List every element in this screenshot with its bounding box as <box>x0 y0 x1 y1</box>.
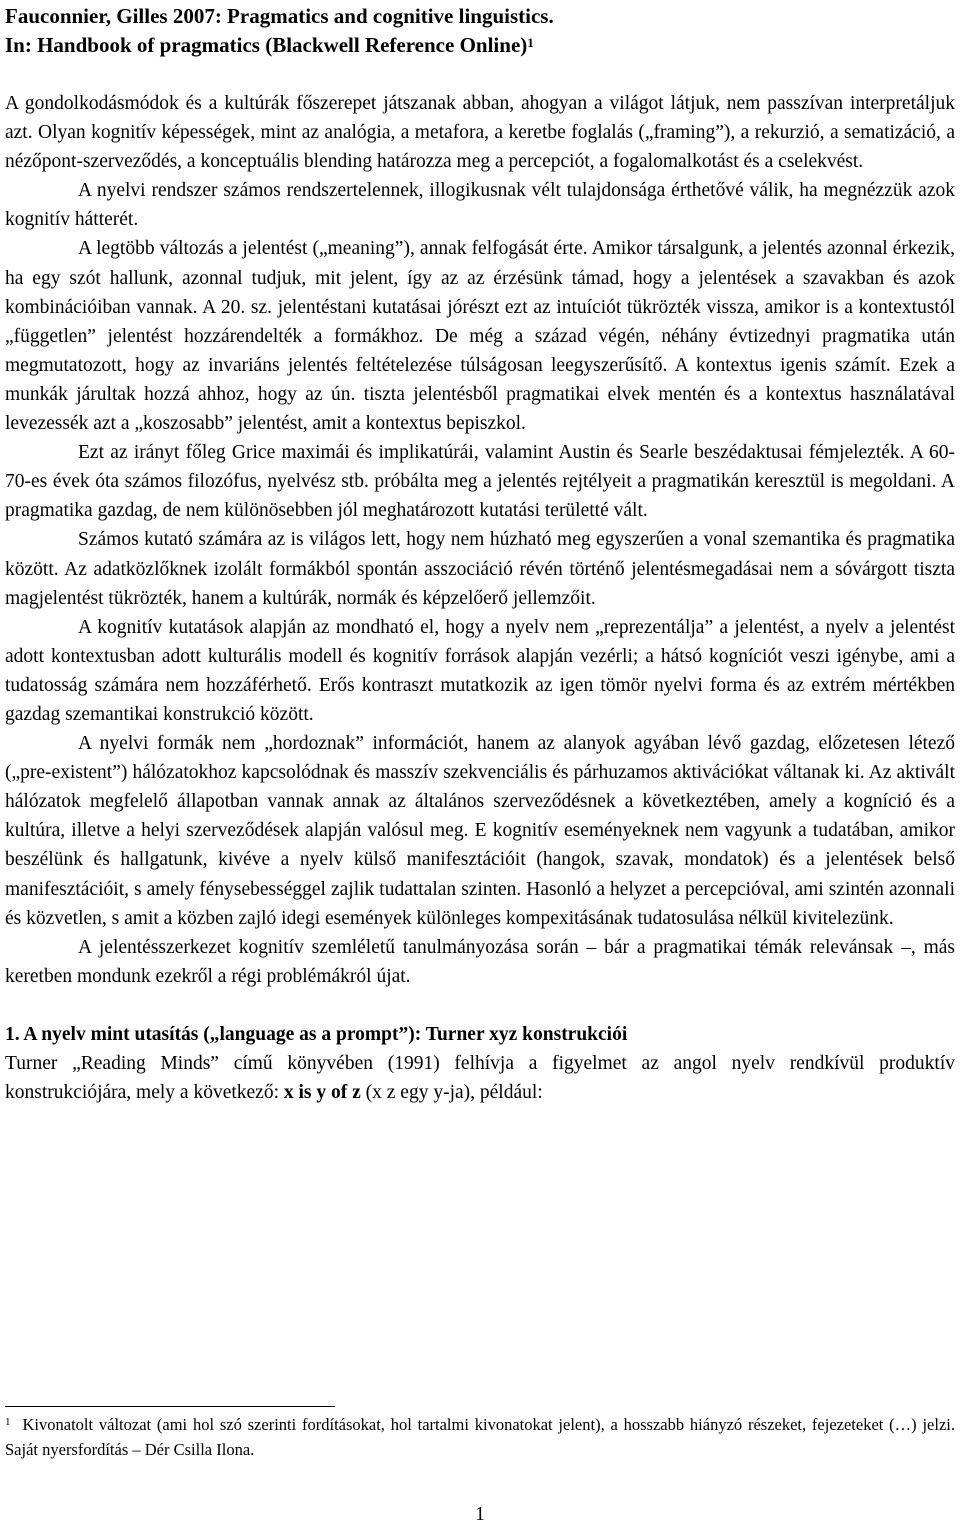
body-text <box>5 89 955 991</box>
paragraph-6: A kognitív kutatások alapján az mondható el, hogy a nyelv nem „reprezentálja” a jelentést, a nyelv a jelentést adott kontextusban adott kulturális modell és kognitív források alapján vezérli; a hátsó kogníciót veszi igénybe, ami a tudatosság számára nem hozzáférhető. Erős kontraszt mutatkozik az igen tömör nyelvi forma és az extrém mértékben gazdag szemantikai konstrukció között. <box>5 616 955 725</box>
paragraph-4: Ezt az irányt főleg Grice maximái és implikatúrái, valamint Austin és Searle beszédaktusai fémjelezték. A 60-70-es évek óta számos filozófus, nyelvész stb. próbálta meg a jelentés rejtélyeit a pragmatikán keresztül is megoldani. A pragmatika gazdag, de nem különösebben jól meghatározott kutatási területté vált. <box>5 442 955 522</box>
title-line-1: Fauconnier, Gilles 2007: Pragmatics and cognitive linguistics. <box>5 4 554 28</box>
paragraph-3: A legtöbb változás a jelentést („meaning”), annak felfogását érte. Amikor társalgunk, a jelentés azonnal érkezik, ha egy szót hallunk, azonnal tudjuk, mit jelent, így az az érzésünk támad, hogy a jelentések a szavakban és azok kombinációiban vannak. A 20. sz. jelentéstani kutatásai jórészt ezt az intuíciót tükrözték vissza, amikor is a kontextustól „független” jelentést hozzárendelték a formákhoz. De még a század végén, néhány évtizednyi pragmatika után megmutatozott, hogy az invariáns jelentés feltételezése túlságosan leegyszerűsítő. A kontextus igenis számít. Ezek a munkák járultak hozzá ahhoz, hogy az ún. tiszta jelentésből pragmatikai elvek mentén és a kontextus használatával levezessék azt a „koszosabb” jelentést, amit a kontextus bepiszkol. <box>5 238 955 435</box>
footnote-separator <box>5 1406 335 1407</box>
footnote-text: Kivonatolt változat (ami hol szó szerinti fordításokat, hol tartalmi kivonatokat jelent), a hosszabb hiányzó részeket, fejezeteket (…) jelzi. Saját nyersfordítás – Dér Csilla Ilona. <box>5 1415 955 1459</box>
paragraph-5: Számos kutató számára az is világos lett, hogy nem húzható meg egyszerűen a vonal szemantika és pragmatika között. Az adatközlőknek izolált formákból spontán asszociáció révén történő jelentésmegadásai nem a sóvárgott tiszta magjelentést tükrözték, hanem a kultúrák, normák és képzelőerő jellemzőit. <box>5 529 955 609</box>
document-page <box>5 2 955 1107</box>
section-1 <box>5 1020 955 1107</box>
page-number: 1 <box>475 1504 485 1525</box>
paragraph-7: A nyelvi formák nem „hordoznak” információt, hanem az alanyok agyában lévő gazdag, előzetesen létező („pre-existent”) hálózatokhoz kapcsolódnak és masszív szekvenciális és párhuzamos aktivációkat váltanak ki. Az aktivált hálózatok megfelelő állapotban vannak annak az általános szerveződésnek a következtében, amely a kogníció és a kultúra, illetve a helyi szerveződések alapján valósul meg. E kognitív eseményeknek nem vagyunk a tudatában, amikor beszélünk és hallgatunk, kivéve a nyelv külső manifesztációit (hangok, szavak, mondatok) és a jelentések belső manifesztációit, s amely fénysebességgel zajlik tudattalan szinten. Hasonló a helyzet a percepcióval, ami szintén azonnali és közvetlen, s amit a közben zajló idegi események különleges kompexitásának tudatosulása nélkül kivitelezünk. <box>5 733 955 929</box>
footnote-number: 1 <box>5 1416 11 1428</box>
section-text-before: Turner „Reading Minds” című könyvében (1991) felhívja a figyelmet az angol nyelv rendkívül produktív konstrukciójára, mely a következő: <box>5 1053 955 1104</box>
paragraph-1: A gondolkodásmódok és a kultúrák főszerepet játszanak abban, ahogyan a világot látjuk, nem passzívan interpretáljuk azt. Olyan kognitív képességek, mint az analógia, a metafora, a keretbe foglalás („framing”), a rekurzió, a sematizáció, a nézőpont-szerveződés, a konceptuális blending határozza meg a percepciót, a fogalomalkotást és a cselekvést. <box>5 93 955 173</box>
footnote-reference[interactable]: 1 <box>527 35 534 50</box>
paragraph-2: A nyelvi rendszer számos rendszertelennek, illogikusnak vélt tulajdonsága érthetővé válik, ha megnézzük azok kognitív hátterét. <box>5 180 955 231</box>
document-title <box>5 2 955 60</box>
section-text-after: (x z egy y-ja), például: <box>360 1082 543 1104</box>
section-formula: x is y of z <box>283 1082 361 1104</box>
section-paragraph <box>5 1049 955 1107</box>
footnote <box>5 1412 955 1462</box>
title-line-2: In: Handbook of pragmatics (Blackwell Reference Online) <box>5 33 528 57</box>
paragraph-8: A jelentésszerkezet kognitív szemléletű tanulmányozása során – bár a pragmatikai témák relevánsak –, más keretben mondunk ezekről a régi problémákról újat. <box>5 936 955 987</box>
section-heading: 1. A nyelv mint utasítás („language as a prompt”): Turner xyz konstrukciói <box>5 1023 628 1045</box>
